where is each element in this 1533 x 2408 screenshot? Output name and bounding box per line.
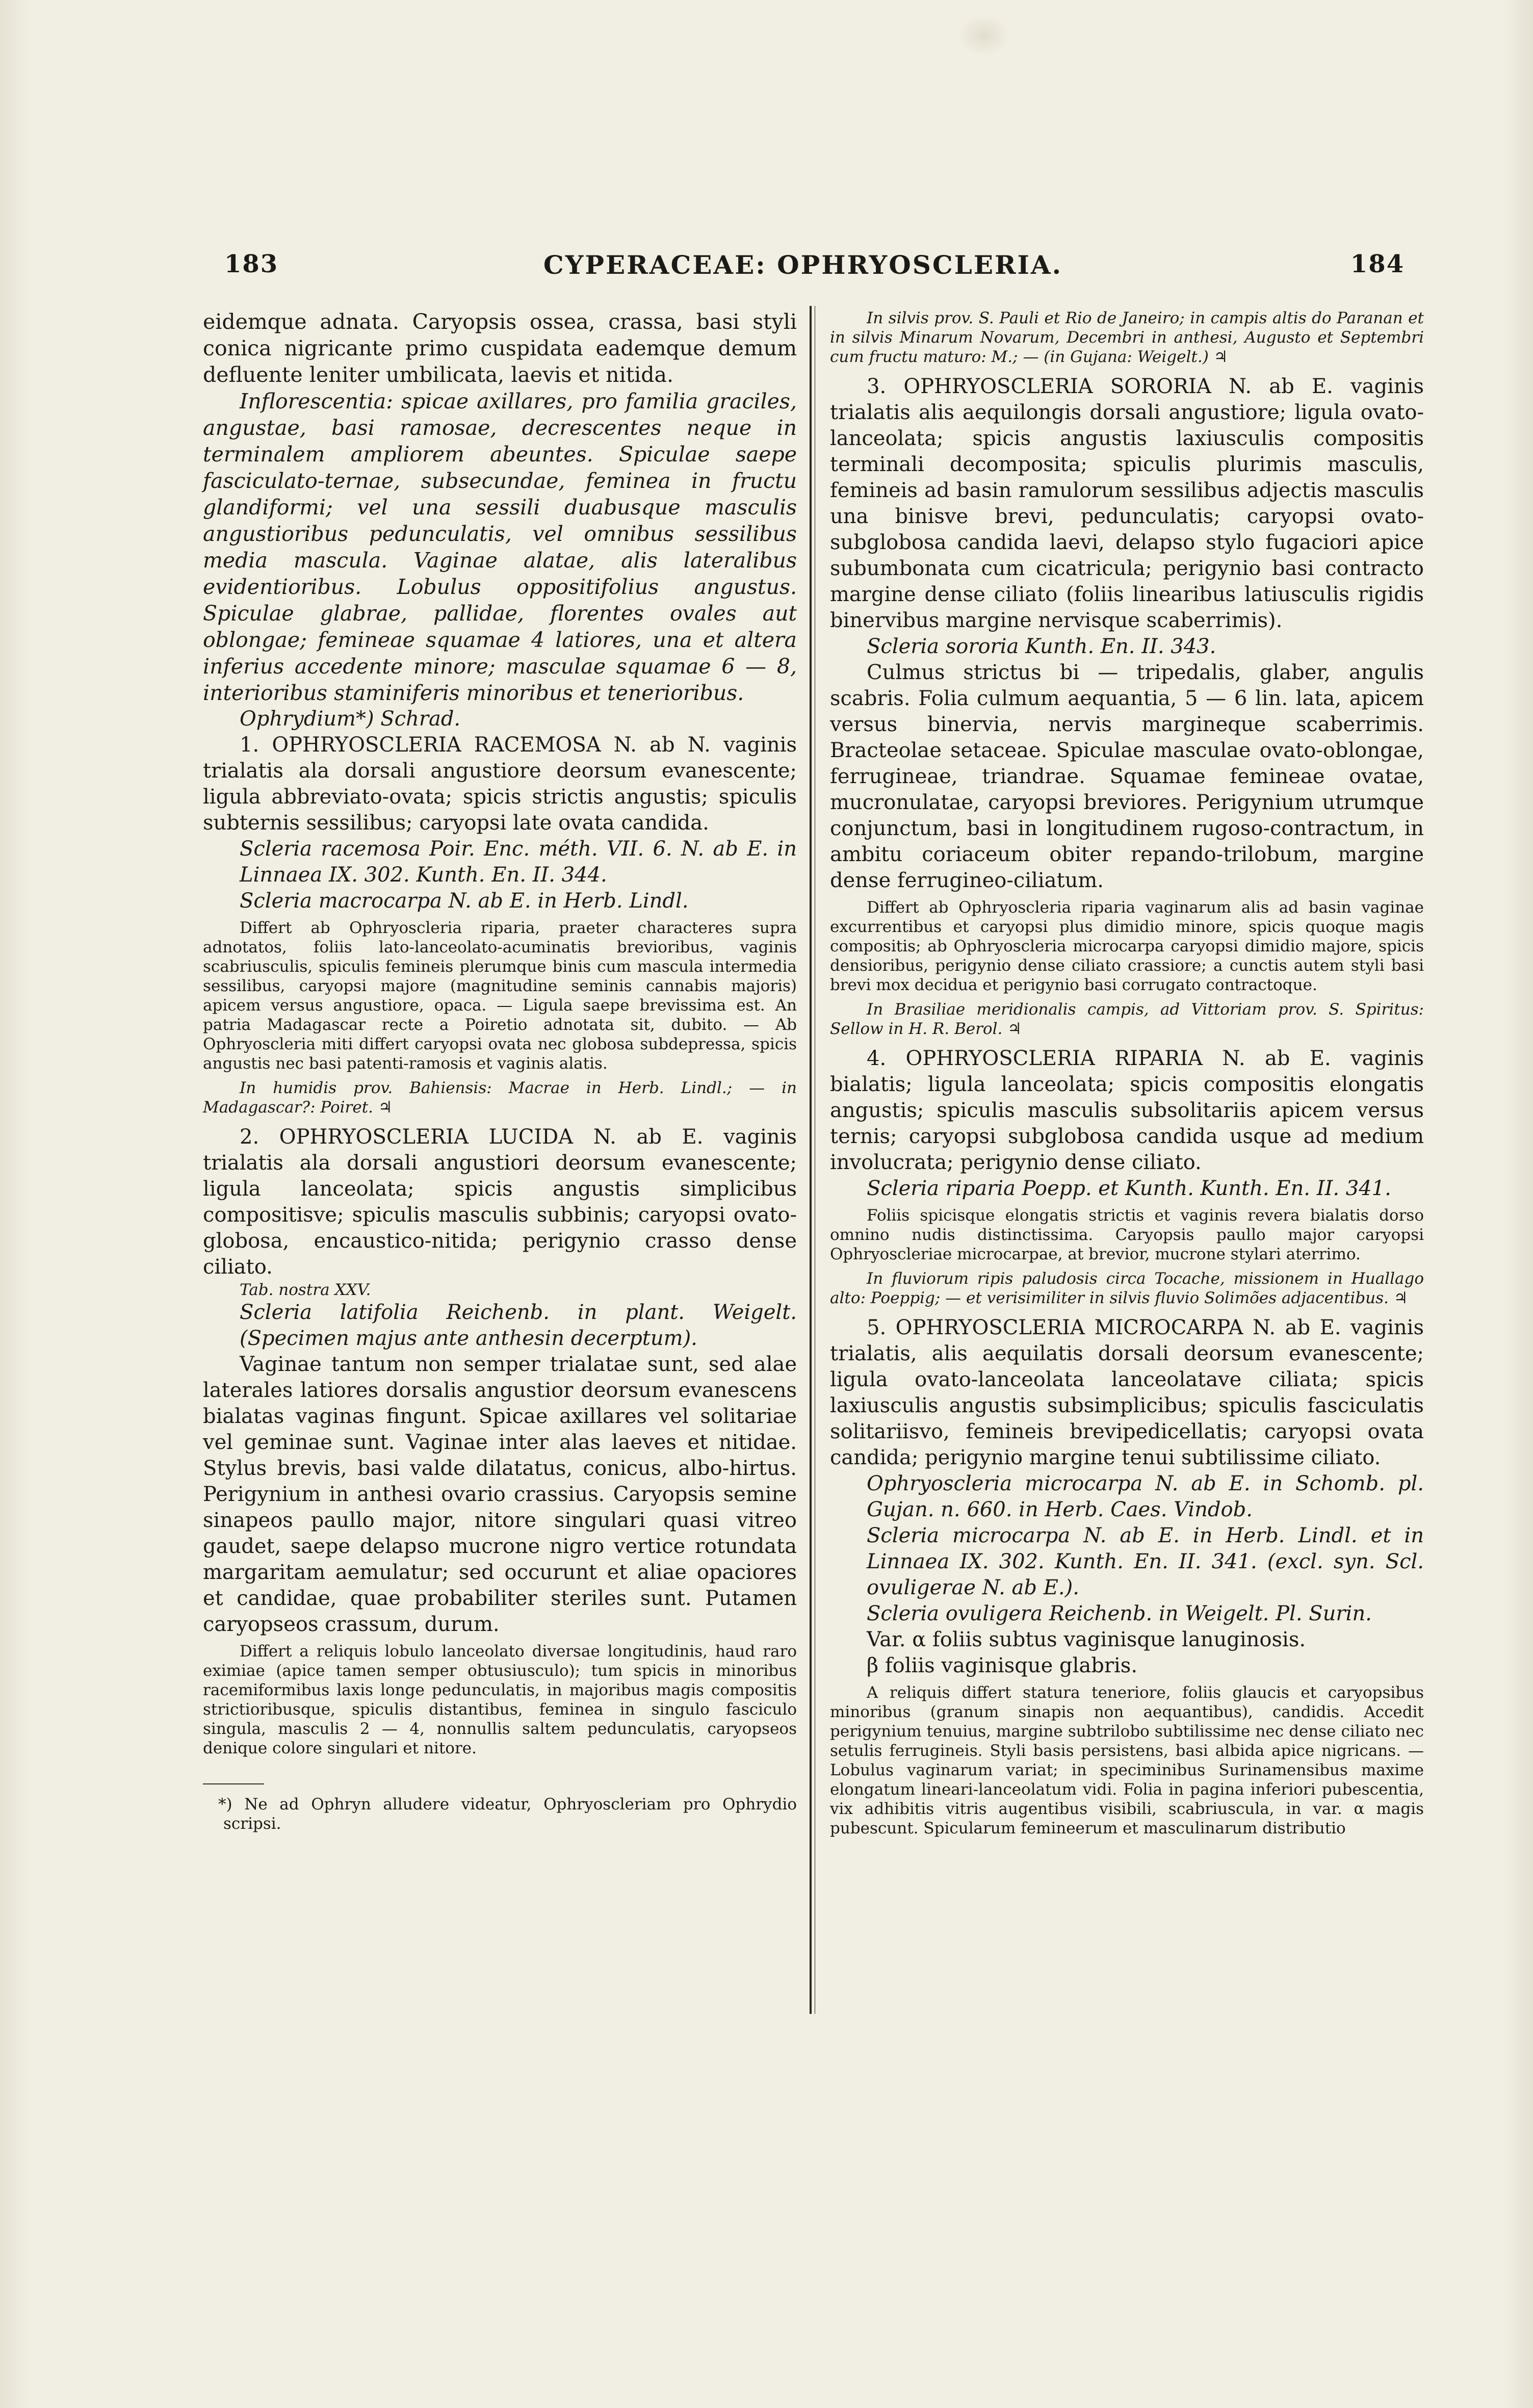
species-5-variety: Var. α foliis subtus vaginisque lanuginosis. (867, 1628, 1306, 1651)
species-4-citation: Scleria riparia Poepp. et Kunth. Kunth. En. II. 341. (867, 1177, 1391, 1200)
species-3-habitat: In Brasiliae meridionalis campis, ad Vittoriam prov. S. Spiritus: Sellow in H. R. Berol. ♃ (830, 1000, 1424, 1038)
species-3-differs-note: Differt ab Ophryoscleria riparia vaginarum alis ad basin vaginae excurrentibus et caryopsi plus dimidio minore, spicis quoque magis compositis; ab Ophryoscleria microcarpa caryopsi dimidio majore, spicis densioribus, perigynio dense ciliato crassiore; a cunctis autem styli basi brevi mox decidua et perigynio basi corrugato contractoque. (830, 898, 1424, 994)
species-3-description: Culmus strictus bi — tripedalis, glaber, angulis scabris. Folia culmum aequantia, 5 — 6 lin. lata, apicem versus binervia, nervis margineque scaberrimis. Bracteolae setaceae. Spiculae masculae ovato-oblongae, ferrugineae, triandrae. Squamae femineae ovatae, mucronulatae, caryopsi breviores. Perigynium utrumque conjunctum, basi in longitudinem rugoso-contractum, in ambitu coriaceum obiter repando-trilobum, margine dense ferrugineo-ciliatum. (830, 661, 1424, 892)
species-3-heading: 3. OPHRYOSCLERIA SORORIA N. ab E. vaginis trialatis alis aequilongis dorsali angustiore; ligula ovato-lanceolata; spicis angustis laxiusculis compositis terminali decomposita; spiculis plurimis masculis, femineis ad basin ramulorum sessilibus adjectis masculis una binisve brevi, pedunculatis; caryopsi ovato-subglobosa candida laevi, delapso stylo fugaciori apice subumbonata cum cicatricula; perigynio basi contracto margine dense ciliato (foliis linearibus latiusculis rigidis binervibus margine nervisque scaberrimis). (830, 375, 1424, 632)
species-2-description: Vaginae tantum non semper trialatae sunt, sed alae laterales latiores dorsalis angustior deorsum evanescens bialatas vaginas fingunt. Spicae axillares vel solitariae vel geminae sunt. Vaginae inter alas laeves et nitidae. Stylus brevis, basi valde dilatatus, conicus, albo-hirtus. Perigynium in anthesi ovario crassius. Caryopsis semine sinapeos paullo major, nitore singulari quasi vitreo gaudet, saepe delapso mucrone nigro vertice rotundata margaritam aemulatur; sed occurunt et aliae opaciores et candidae, quae probabiliter steriles sunt. Putamen caryopseos crassum, durum. (203, 1353, 797, 1636)
species-1-differs-note: Differt ab Ophryoscleria riparia, praeter characteres supra adnotatos, foliis lato-lanceolato-acuminatis brevioribus, vaginis scabriusculis, spiculis femineis plerumque binis cum mascula intermedia sessilibus, caryopsi majore (magnitudine seminis cannabis majoris) apicem versus angustiore, opaca. — Ligula saepe brevissima est. An patria Madagascar recte a Poiretio adnotata sit, dubito. — Ab Ophryoscleria miti differt caryopsi ovata nec globosa subdepressa, spicis angustis nec basi patenti-ramosis et vaginis alatis. (203, 919, 797, 1073)
column-divider (810, 306, 812, 2014)
species-4-note: Foliis spicisque elongatis strictis et vaginis revera bialatis dorso omnino nudis distinctissima. Caryopsis paullo major caryopsi Ophryoscleriae microcarpae, at brevior, mucrone stylari aterrimo. (830, 1206, 1424, 1263)
species-2-differs-note: Differt a reliquis lobulo lanceolato diversae longitudinis, haud raro eximiae (apice tamen semper obtusiusculo); tum spicis in minoribus racemiformibus laxis longe pedunculatis, in majoribus magis compositis strictioribusque, spiculis distantibus, feminea in singulo fasciculo singula, masculis 2 — 4, nonnullis saltem pedunculatis, caryopseos denique colore singulari et nitore. (203, 1642, 797, 1757)
right-column (830, 308, 1424, 1843)
footnote-rule (203, 1783, 264, 1784)
species-1-citation-1: Scleria racemosa Poir. Enc. méth. VII. 6. N. ab E. in Linnaea IX. 302. Kunth. En. II. 344. (240, 837, 797, 887)
inflorescence-description: Inflorescentia: spicae axillares, pro familia graciles, angustae, basi ramosae, decrescentes neque in terminalem ampliorem abeuntes. Spiculae saepe fasciculato-ternae, subsecundae, feminea in fructu glandiformi; vel una sessili duabusque masculis angustioribus pedunculatis, vel omnibus sessilibus media mascula. Vaginae alatae, alis lateralibus evidentioribus. Lobulus oppositifolius angustus. Spiculae glabrae, pallidae, florentes ovales aut oblongae; femineae squamae 4 latiores, una et altera inferius accedente minore; masculae squamae 6 — 8, interioribus staminiferis minoribus et tenerioribus. (203, 389, 797, 705)
species-2-heading: 2. OPHRYOSCLERIA LUCIDA N. ab E. vaginis trialatis ala dorsali angustiori deorsum evanescente; ligula lanceolata; spicis angustis simplicibus compositisve; spiculis masculis subbinis; caryopsi ovato-globosa, encaustico-nitida; perigynio crasso dense ciliato. (203, 1125, 797, 1279)
page-number-left: 183 (224, 250, 279, 278)
species-1-heading: 1. OPHRYOSCLERIA RACEMOSA N. ab N. vaginis trialatis ala dorsali angustiore deorsum evanescente; ligula abbreviato-ovata; spicis strictis angustis; spiculis subternis sessilibus; caryopsi late ovata candida. (203, 733, 797, 835)
species-5-heading: 5. OPHRYOSCLERIA MICROCARPA N. ab E. vaginis trialatis, alis aequilatis dorsali deorsum evanescente; ligula ovato-lanceolata lanceolatave ciliata; spicis laxiusculis angustis subsimplicibus; spiculis fasciculatis solitariisvo, femineis brevipedicellatis; caryopsi ovata candida; perigynio margine tenui subtilissime ciliato. (830, 1316, 1424, 1469)
synonym-ophrydium: Ophrydium*) Schrad. (240, 707, 461, 731)
running-title: CYPERACEAE: OPHRYOSCLERIA. (543, 250, 1063, 280)
species-3-citation: Scleria sororia Kunth. En. II. 343. (867, 635, 1216, 658)
species-4-heading: 4. OPHRYOSCLERIA RIPARIA N. ab E. vaginis bialatis; ligula lanceolata; spicis compositis elongatis angustis; spiculis masculis subsolitariis apicem versus ternis; caryopsi subglobosa candida usque ad medium involucrata; perigynio dense ciliato. (830, 1047, 1424, 1174)
footnote: *) Ne ad Ophryn alludere videatur, Ophryoscleriam pro Ophrydio scripsi. (218, 1795, 797, 1833)
species-2-citation: Scleria latifolia Reichenb. in plant. Weigelt. (Specimen majus ante anthesin decerptum). (240, 1301, 797, 1350)
species-5-citation-2: Scleria microcarpa N. ab E. in Herb. Lindl. et in Linnaea IX. 302. Kunth. En. II. 341. (excl. syn. Scl. ovuligerae N. ab E.). (867, 1524, 1424, 1599)
species-5-differs-note: A reliquis differt statura teneriore, foliis glaucis et caryopsibus minoribus (granum sinapis non aequantibus), candidis. Accedit perigynium tenuius, margine subtrilobo subtilissime nec dense ciliato nec setulis ferrugineis. Styli basis persistens, basi albida apice nigricans. — Lobulus vaginarum variat; in speciminibus Surinamensibus maxime elongatum lineari-lanceolatum vidi. Folia in pagina inferiori pubescentia, vix adhibitis vitris augentibus visibili, scabriuscula, in var. α magis pubescunt. Spicularum femineerum et masculinarum distributio (830, 1684, 1424, 1837)
species-5-citation-1: Ophryoscleria microcarpa N. ab E. in Schomb. pl. Gujan. n. 660. in Herb. Caes. Vindob. (867, 1472, 1424, 1521)
species-2-habitat: In silvis prov. S. Pauli et Rio de Janeiro; in campis altis do Paranan et in silvis Minarum Novarum, Decembri in anthesi, Augusto et Septembri cum fructu maturo: M.; — (in Gujana: Weigelt.) ♃ (830, 309, 1424, 366)
species-5-variety-beta: β foliis vaginisque glabris. (867, 1654, 1138, 1677)
species-5-citation-3: Scleria ovuligera Reichenb. in Weigelt. Pl. Surin. (867, 1602, 1372, 1625)
page-header (201, 250, 1405, 291)
species-4-habitat: In fluviorum ripis paludosis circa Tocache, missionem in Huallago alto: Poeppig; — et verisimiliter in silvis fluvio Solimões adjacentibus. ♃ (830, 1270, 1424, 1307)
left-column (203, 308, 797, 1833)
species-2-plate: Tab. nostra XXV. (240, 1281, 371, 1299)
page-number-right: 184 (1350, 250, 1405, 278)
caryopsis-description: eidemque adnata. Caryopsis ossea, crassa, basi styli conica nigricante primo cuspidata eademque demum defluente leniter umbilicata, laevis et nitida. (203, 309, 797, 387)
species-1-citation-2: Scleria macrocarpa N. ab E. in Herb. Lindl. (240, 889, 689, 913)
paper-stain (958, 15, 1009, 56)
species-1-habitat: In humidis prov. Bahiensis: Macrae in Herb. Lindl.; — in Madagascar?: Poiret. ♃ (203, 1079, 797, 1117)
